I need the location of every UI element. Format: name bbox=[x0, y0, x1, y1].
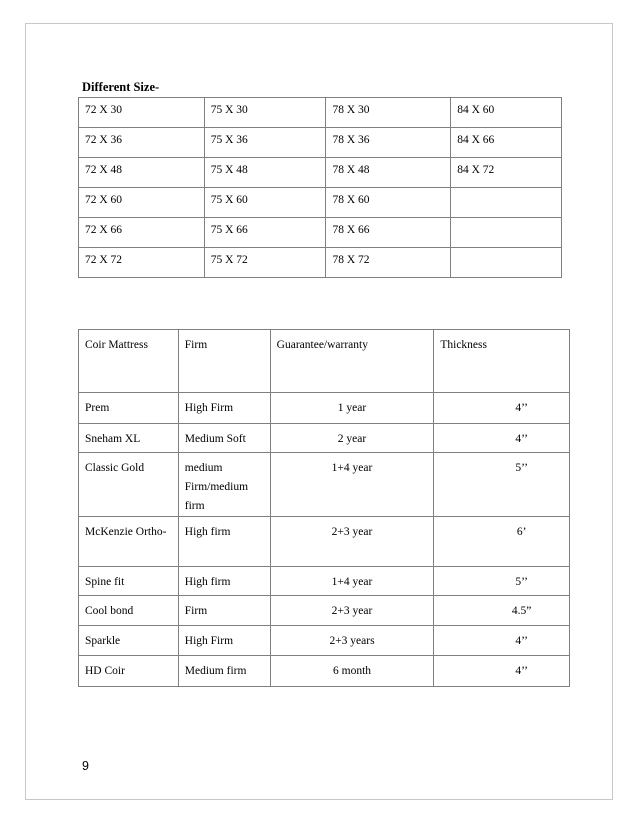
guarantee-cell: 2+3 year bbox=[270, 517, 434, 567]
header-coir-mattress: Coir Mattress bbox=[79, 330, 179, 393]
size-cell: 72 X 30 bbox=[79, 98, 205, 128]
table-row bbox=[79, 424, 570, 453]
page-number: 9 bbox=[82, 759, 89, 773]
thickness-cell: 4’’ bbox=[434, 393, 570, 424]
table-row bbox=[79, 656, 570, 687]
size-cell: 84 X 72 bbox=[451, 158, 562, 188]
guarantee-cell: 2+3 years bbox=[270, 626, 434, 656]
size-cell: 84 X 66 bbox=[451, 128, 562, 158]
size-cell: 72 X 60 bbox=[79, 188, 205, 218]
guarantee-cell: 2+3 year bbox=[270, 596, 434, 626]
header-firm: Firm bbox=[178, 330, 270, 393]
guarantee-cell: 1 year bbox=[270, 393, 434, 424]
size-cell: 78 X 66 bbox=[326, 218, 451, 248]
guarantee-cell: 1+4 year bbox=[270, 567, 434, 596]
size-cell bbox=[451, 218, 562, 248]
mattress-name-cell: McKenzie Ortho- bbox=[79, 517, 179, 567]
firmness-cell: High Firm bbox=[178, 393, 270, 424]
table-row bbox=[79, 453, 570, 517]
table-row bbox=[79, 248, 562, 278]
thickness-cell: 6’ bbox=[434, 517, 570, 567]
size-cell: 78 X 30 bbox=[326, 98, 451, 128]
size-cell: 72 X 66 bbox=[79, 218, 205, 248]
sizes-table bbox=[78, 97, 562, 278]
size-cell: 78 X 36 bbox=[326, 128, 451, 158]
size-cell: 78 X 48 bbox=[326, 158, 451, 188]
firmness-cell: Medium Soft bbox=[178, 424, 270, 453]
table-row bbox=[79, 596, 570, 626]
thickness-cell: 4’’ bbox=[434, 626, 570, 656]
size-cell bbox=[451, 248, 562, 278]
size-cell: 78 X 72 bbox=[326, 248, 451, 278]
table-row bbox=[79, 188, 562, 218]
table-row bbox=[79, 128, 562, 158]
mattress-table bbox=[78, 329, 570, 687]
header-thickness: Thickness bbox=[434, 330, 570, 393]
size-cell: 75 X 66 bbox=[204, 218, 326, 248]
size-cell bbox=[451, 188, 562, 218]
mattress-name-cell: Classic Gold bbox=[79, 453, 179, 517]
mattress-name-cell: Sparkle bbox=[79, 626, 179, 656]
table-row bbox=[79, 626, 570, 656]
heading-different-size: Different Size- bbox=[82, 80, 160, 94]
thickness-cell: 5’’ bbox=[434, 567, 570, 596]
firmness-cell: Medium firm bbox=[178, 656, 270, 687]
table-row bbox=[79, 517, 570, 567]
header-guarantee: Guarantee/warranty bbox=[270, 330, 434, 393]
firmness-cell: High firm bbox=[178, 517, 270, 567]
thickness-cell: 4.5” bbox=[434, 596, 570, 626]
size-cell: 72 X 36 bbox=[79, 128, 205, 158]
size-cell: 84 X 60 bbox=[451, 98, 562, 128]
table-row bbox=[79, 393, 570, 424]
size-cell: 75 X 72 bbox=[204, 248, 326, 278]
table-row bbox=[79, 218, 562, 248]
firmness-cell: High Firm bbox=[178, 626, 270, 656]
mattress-name-cell: Sneham XL bbox=[79, 424, 179, 453]
mattress-name-cell: Prem bbox=[79, 393, 179, 424]
firmness-cell: Firm bbox=[178, 596, 270, 626]
table-header-row bbox=[79, 330, 570, 393]
thickness-cell: 4’’ bbox=[434, 424, 570, 453]
size-cell: 72 X 72 bbox=[79, 248, 205, 278]
table-row bbox=[79, 158, 562, 188]
size-cell: 78 X 60 bbox=[326, 188, 451, 218]
firmness-cell: High firm bbox=[178, 567, 270, 596]
size-cell: 75 X 60 bbox=[204, 188, 326, 218]
guarantee-cell: 1+4 year bbox=[270, 453, 434, 517]
mattress-name-cell: Spine fit bbox=[79, 567, 179, 596]
size-cell: 75 X 30 bbox=[204, 98, 326, 128]
size-cell: 75 X 48 bbox=[204, 158, 326, 188]
thickness-cell: 4’’ bbox=[434, 656, 570, 687]
thickness-cell: 5’’ bbox=[434, 453, 570, 517]
size-cell: 75 X 36 bbox=[204, 128, 326, 158]
mattress-name-cell: Cool bond bbox=[79, 596, 179, 626]
firmness-cell: medium Firm/medium firm bbox=[178, 453, 270, 517]
guarantee-cell: 2 year bbox=[270, 424, 434, 453]
table-row bbox=[79, 98, 562, 128]
table-row bbox=[79, 567, 570, 596]
guarantee-cell: 6 month bbox=[270, 656, 434, 687]
size-cell: 72 X 48 bbox=[79, 158, 205, 188]
mattress-name-cell: HD Coir bbox=[79, 656, 179, 687]
